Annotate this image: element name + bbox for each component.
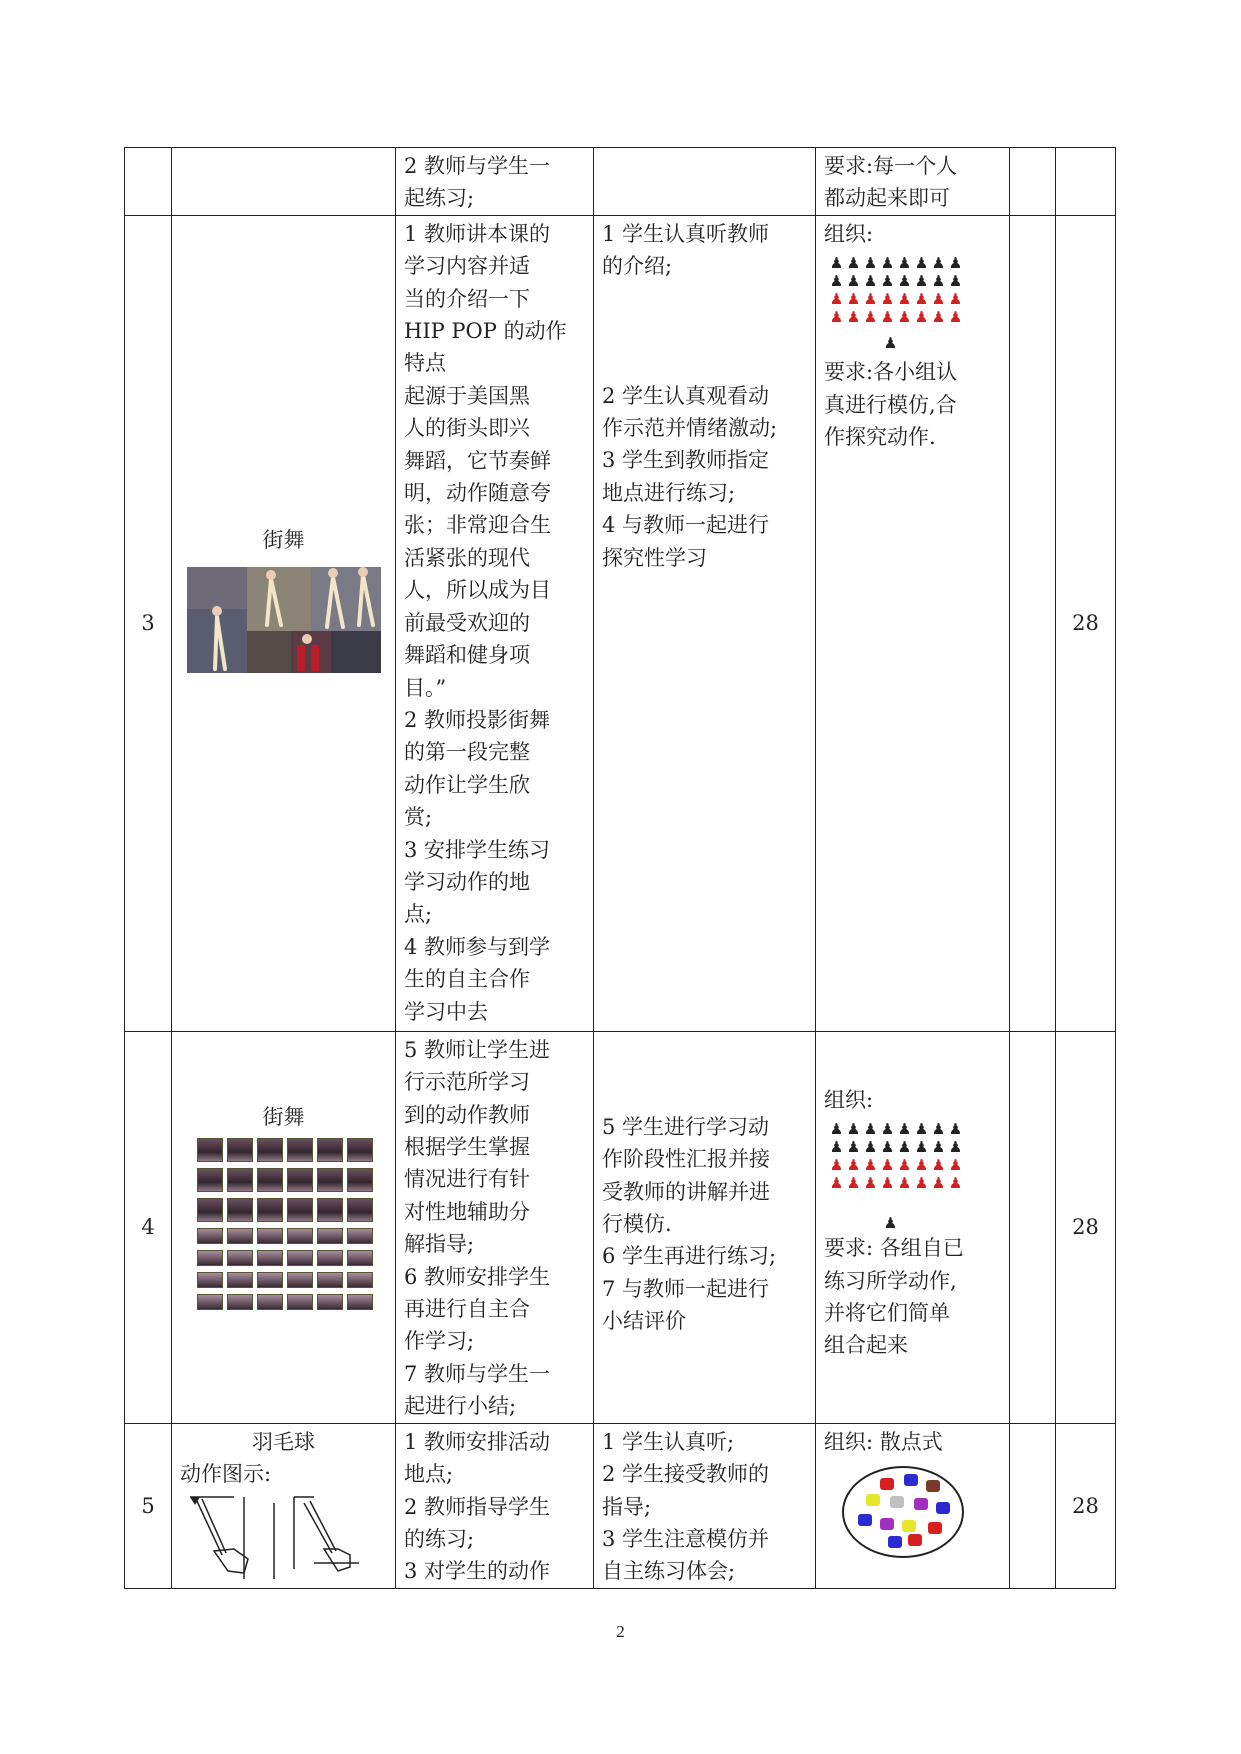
dance-thumbnail bbox=[287, 1168, 313, 1192]
organization-cell bbox=[816, 1423, 1010, 1588]
dance-thumbnail bbox=[347, 1250, 373, 1266]
teacher-text: 1 教师安排活动 地点; 2 教师指导学生 的练习; 3 对学生的动作 bbox=[404, 1429, 551, 1584]
organization-cell bbox=[816, 1031, 1010, 1423]
person-icon: ♟ bbox=[948, 254, 963, 273]
person-icon: ♟ bbox=[846, 254, 861, 273]
person-icon: ♟ bbox=[931, 254, 946, 273]
person-icon: ♟ bbox=[948, 1156, 963, 1175]
content-cell bbox=[172, 148, 396, 216]
dance-thumbnail bbox=[257, 1250, 283, 1266]
badminton-diagram bbox=[184, 1493, 359, 1579]
person-icon: ♟ bbox=[931, 272, 946, 291]
row-number: 3 bbox=[125, 215, 172, 1031]
person-icon: ♟ bbox=[863, 254, 878, 273]
org-title: 组织: 散点式 bbox=[824, 1429, 943, 1454]
person-icon: ♟ bbox=[931, 1138, 946, 1157]
dance-thumbnail bbox=[227, 1138, 253, 1162]
dance-thumbnail-grid bbox=[197, 1138, 371, 1310]
student-activity bbox=[594, 215, 816, 1031]
person-icon: ♟ bbox=[829, 290, 844, 309]
content-subtitle: 动作图示: bbox=[180, 1462, 272, 1487]
teacher-activity bbox=[396, 1423, 594, 1588]
team-formation bbox=[828, 1120, 1001, 1192]
dance-thumbnail bbox=[317, 1272, 343, 1288]
person-icon: ♟ bbox=[846, 290, 861, 309]
person-icon: ♟ bbox=[948, 290, 963, 309]
teacher-text: 5 教师让学生进 行示范所学习 到的动作教师 根据学生掌握 情况进行有针 对性地辅助分 解指导; 6 教师安排学生 再进行自主合 作学习; 7 教师与学生一 起进行小结; bbox=[404, 1037, 551, 1419]
dance-thumbnail bbox=[317, 1138, 343, 1162]
person-icon: ♟ bbox=[931, 1156, 946, 1175]
person-icon: ♟ bbox=[863, 272, 878, 291]
dance-thumbnail bbox=[287, 1228, 313, 1244]
dance-thumbnail bbox=[317, 1198, 343, 1222]
person-icon: ♟ bbox=[863, 1156, 878, 1175]
teacher-text: 1 教师讲本课的 学习内容并适 当的介绍一下 HIP POP 的动作 特点 起源于美国黑 人的街头即兴 舞蹈，它节奏鲜 明，动作随意夸 张；非常迎合生 活紧张的现代 人，所以成为目 前最受欢迎的 舞蹈和健身项 目。” 2 教师投影街舞 的第一段完整 动作让学生欣 赏; 3 安排学生练习 学习动作的地 点; 4 教师参与到学 生的自主合作 学习中去 bbox=[404, 221, 567, 1024]
person-icon: ♟ bbox=[897, 254, 912, 273]
table-row bbox=[125, 1423, 1116, 1588]
teacher-icon: ♟ bbox=[883, 1214, 898, 1233]
dance-thumbnail bbox=[257, 1294, 283, 1310]
person-icon: ♟ bbox=[880, 1156, 895, 1175]
person-icon: ♟ bbox=[863, 1174, 878, 1193]
dance-thumbnail bbox=[317, 1294, 343, 1310]
dance-thumbnail bbox=[347, 1272, 373, 1288]
person-icon: ♟ bbox=[914, 1174, 929, 1193]
person-icon: ♟ bbox=[948, 1120, 963, 1139]
dance-thumbnail bbox=[347, 1198, 373, 1222]
student-activity bbox=[594, 1031, 816, 1423]
content-title: 街舞 bbox=[262, 527, 305, 552]
dance-thumbnail bbox=[257, 1272, 283, 1288]
person-icon: ♟ bbox=[948, 1174, 963, 1193]
content-title: 羽毛球 bbox=[252, 1429, 315, 1454]
person-icon: ♟ bbox=[931, 308, 946, 327]
dance-thumbnail bbox=[227, 1198, 253, 1222]
person-icon: ♟ bbox=[931, 1174, 946, 1193]
person-icon: ♟ bbox=[880, 308, 895, 327]
row-number: 5 bbox=[125, 1423, 172, 1588]
dance-thumbnail bbox=[227, 1228, 253, 1244]
dance-thumbnail bbox=[227, 1294, 253, 1310]
student-text: 5 学生进行学习动 作阶段性汇报并接 受教师的讲解并进 行模仿. 6 学生再进行练习; 7 与教师一起进行 小结评价 bbox=[602, 1114, 777, 1334]
minutes-cell bbox=[1056, 148, 1116, 216]
extra-cell bbox=[1010, 1423, 1056, 1588]
person-icon: ♟ bbox=[829, 1156, 844, 1175]
org-requirement: 要求:各小组认 真进行模仿,合 作探究动作. bbox=[824, 360, 958, 450]
person-icon: ♟ bbox=[863, 308, 878, 327]
dance-thumbnail bbox=[227, 1168, 253, 1192]
org-requirement: 要求:每一个人 都动起来即可 bbox=[824, 154, 958, 211]
person-icon: ♟ bbox=[897, 1120, 912, 1139]
person-icon: ♟ bbox=[914, 1138, 929, 1157]
dance-thumbnail bbox=[197, 1198, 223, 1222]
table-row bbox=[125, 1031, 1116, 1423]
dance-thumbnail bbox=[347, 1228, 373, 1244]
dance-thumbnail bbox=[317, 1228, 343, 1244]
person-icon: ♟ bbox=[880, 1120, 895, 1139]
person-icon: ♟ bbox=[880, 1174, 895, 1193]
person-icon: ♟ bbox=[914, 1120, 929, 1139]
person-icon: ♟ bbox=[829, 308, 844, 327]
student-text: 1 学生认真听; 2 学生接受教师的 指导; 3 学生注意模仿并 自主练习体会; bbox=[602, 1429, 770, 1584]
student-activity bbox=[594, 148, 816, 216]
content-cell bbox=[172, 1423, 396, 1588]
person-icon: ♟ bbox=[846, 1120, 861, 1139]
person-icon: ♟ bbox=[897, 290, 912, 309]
person-icon: ♟ bbox=[914, 290, 929, 309]
minutes-cell: 28 bbox=[1056, 1031, 1116, 1423]
person-icon: ♟ bbox=[846, 1138, 861, 1157]
dance-thumbnail bbox=[197, 1250, 223, 1266]
dance-thumbnail bbox=[257, 1168, 283, 1192]
person-icon: ♟ bbox=[914, 254, 929, 273]
content-cell bbox=[172, 215, 396, 1031]
dance-thumbnail bbox=[287, 1250, 313, 1266]
person-icon: ♟ bbox=[897, 1174, 912, 1193]
person-icon: ♟ bbox=[880, 1138, 895, 1157]
student-text-practice: 2 学生认真观看动 作示范并情绪激动; 3 学生到教师指定 地点进行练习; 4 与教师一起进行 探究性学习 bbox=[602, 383, 778, 570]
row-number: 4 bbox=[125, 1031, 172, 1423]
dance-thumbnail bbox=[287, 1272, 313, 1288]
person-icon: ♟ bbox=[880, 272, 895, 291]
dance-thumbnail bbox=[197, 1138, 223, 1162]
person-icon: ♟ bbox=[863, 1138, 878, 1157]
teacher-icon: ♟ bbox=[883, 334, 898, 353]
teacher-activity bbox=[396, 1031, 594, 1423]
teacher-activity bbox=[396, 215, 594, 1031]
person-icon: ♟ bbox=[829, 1174, 844, 1193]
scatter-formation bbox=[842, 1466, 964, 1558]
dance-thumbnail bbox=[197, 1294, 223, 1310]
teacher-activity bbox=[396, 148, 594, 216]
person-icon: ♟ bbox=[846, 1156, 861, 1175]
dance-thumbnail bbox=[257, 1138, 283, 1162]
person-icon: ♟ bbox=[880, 290, 895, 309]
person-icon: ♟ bbox=[897, 308, 912, 327]
dance-thumbnail bbox=[317, 1250, 343, 1266]
dance-thumbnail bbox=[197, 1228, 223, 1244]
person-icon: ♟ bbox=[846, 1174, 861, 1193]
table-row bbox=[125, 215, 1116, 1031]
dance-thumbnail bbox=[197, 1168, 223, 1192]
dance-thumbnail bbox=[287, 1198, 313, 1222]
person-icon: ♟ bbox=[948, 272, 963, 291]
content-cell bbox=[172, 1031, 396, 1423]
student-text-intro: 1 学生认真听教师 的介绍; bbox=[602, 221, 770, 279]
team-formation bbox=[828, 254, 1001, 326]
person-icon: ♟ bbox=[897, 1156, 912, 1175]
org-requirement: 要求: 各组自已 练习所学动作, 并将它们简单 组合起来 bbox=[824, 1236, 964, 1358]
person-icon: ♟ bbox=[880, 254, 895, 273]
row-number bbox=[125, 148, 172, 216]
dance-thumbnail bbox=[197, 1272, 223, 1288]
dance-thumbnail bbox=[287, 1138, 313, 1162]
person-icon: ♟ bbox=[931, 1120, 946, 1139]
person-icon: ♟ bbox=[846, 308, 861, 327]
extra-cell bbox=[1010, 1031, 1056, 1423]
org-title: 组织: bbox=[824, 1087, 874, 1112]
content-title: 街舞 bbox=[262, 1104, 305, 1129]
person-icon: ♟ bbox=[948, 1138, 963, 1157]
dance-thumbnail bbox=[287, 1294, 313, 1310]
person-icon: ♟ bbox=[914, 308, 929, 327]
student-activity bbox=[594, 1423, 816, 1588]
extra-cell bbox=[1010, 215, 1056, 1031]
dance-thumbnail bbox=[347, 1294, 373, 1310]
dance-thumbnail bbox=[227, 1250, 253, 1266]
dance-thumbnail bbox=[257, 1228, 283, 1244]
dance-thumbnail bbox=[347, 1138, 373, 1162]
organization-cell bbox=[816, 148, 1010, 216]
person-icon: ♟ bbox=[863, 290, 878, 309]
person-icon: ♟ bbox=[863, 1120, 878, 1139]
person-icon: ♟ bbox=[829, 1138, 844, 1157]
person-icon: ♟ bbox=[948, 308, 963, 327]
minutes-cell: 28 bbox=[1056, 215, 1116, 1031]
minutes-cell: 28 bbox=[1056, 1423, 1116, 1588]
lesson-plan-table bbox=[124, 147, 1116, 1589]
person-icon: ♟ bbox=[914, 272, 929, 291]
dance-photo bbox=[187, 567, 381, 673]
person-icon: ♟ bbox=[914, 1156, 929, 1175]
org-title: 组织: bbox=[824, 221, 874, 246]
extra-cell bbox=[1010, 148, 1056, 216]
page-number: 2 bbox=[616, 1622, 625, 1641]
person-icon: ♟ bbox=[897, 272, 912, 291]
person-icon: ♟ bbox=[897, 1138, 912, 1157]
teacher-text: 2 教师与学生一 起练习; bbox=[404, 154, 551, 211]
dance-thumbnail bbox=[347, 1168, 373, 1192]
organization-cell bbox=[816, 215, 1010, 1031]
dance-thumbnail bbox=[227, 1272, 253, 1288]
person-icon: ♟ bbox=[931, 290, 946, 309]
person-icon: ♟ bbox=[829, 272, 844, 291]
person-icon: ♟ bbox=[846, 272, 861, 291]
table-row bbox=[125, 148, 1116, 216]
dance-thumbnail bbox=[317, 1168, 343, 1192]
person-icon: ♟ bbox=[829, 254, 844, 273]
dance-thumbnail bbox=[257, 1198, 283, 1222]
person-icon: ♟ bbox=[829, 1120, 844, 1139]
